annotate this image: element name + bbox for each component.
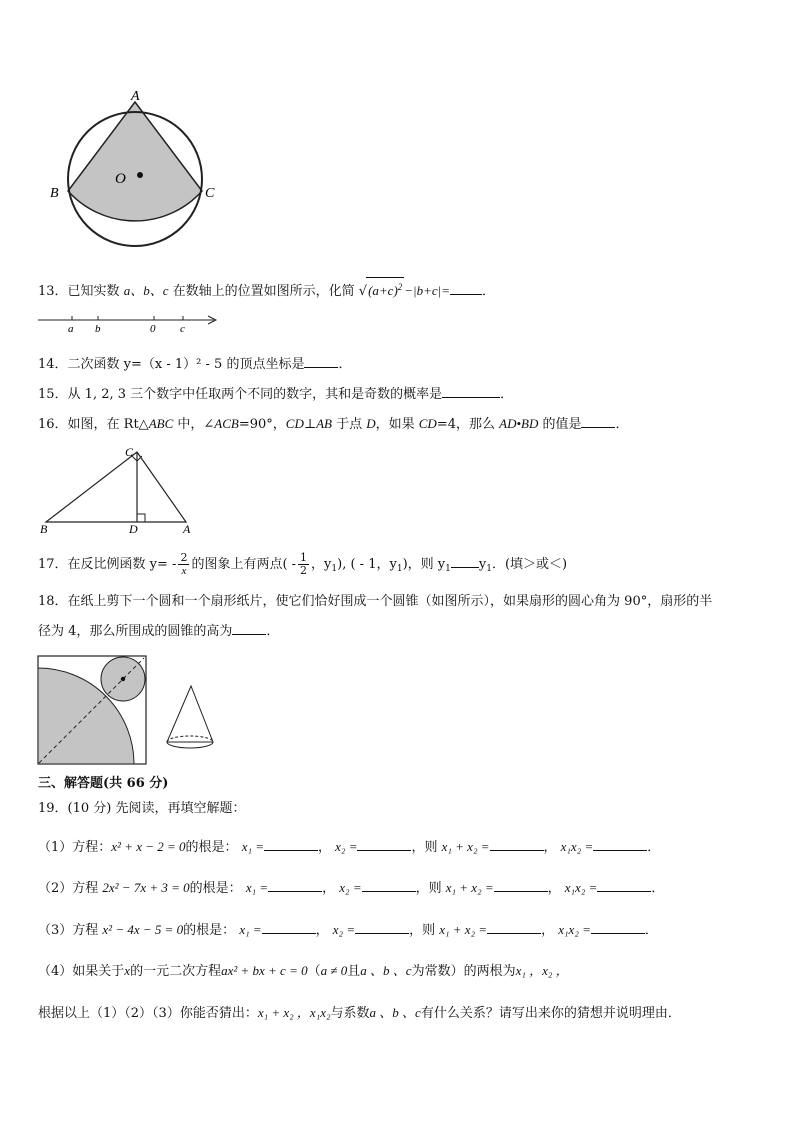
answer-blank (268, 879, 322, 892)
sqrt-sign: √ (358, 284, 368, 299)
axis-label-c: c (180, 323, 185, 335)
answer-blank (494, 879, 548, 892)
answer-blank (357, 838, 411, 851)
label-d: D (129, 522, 138, 535)
q13-text: 已知实数 (67, 284, 120, 299)
question-19-intro: 19．(10 分) 先阅读，再填空解题： (38, 801, 246, 816)
fraction-2-over-x: $\frac{2}{x}$ (180, 551, 188, 577)
label-b: B (50, 186, 59, 201)
q13-text2: 在数轴上的位置如图所示，化简 (172, 284, 355, 299)
q13-number: 13． (38, 284, 68, 299)
q19-row-1: （1）方程：x² + x − 2 = 0的根是： x₁ = ， x₂ = ，则 x₁ + x₂ = ， x₁x₂ = ． (38, 839, 661, 855)
label-b: B (40, 522, 48, 535)
q13-expr-tail: −|b+c|= (404, 283, 451, 298)
answer-blank (451, 555, 479, 568)
cone-body (167, 686, 213, 742)
right-triangle-figure (36, 440, 201, 535)
q13-vars: a、b、c (123, 283, 169, 298)
axis-label-b: b (95, 323, 101, 335)
answer-blank (304, 355, 338, 368)
answer-blank (262, 921, 316, 934)
answer-blank (355, 921, 409, 934)
question-18-line1: 18．在纸上剪下一个圆和一个扇形纸片，使它们恰好围成一个圆锥（如图所示），如果扇形的圆心角为 90°，扇形的半 (38, 594, 713, 609)
question-14: 14．二次函数 y=（x - 1）² - 5 的顶点坐标是 ． (38, 357, 352, 372)
label-o: O (115, 171, 126, 187)
section-3-title: 三、解答题(共 66 分) (38, 776, 169, 791)
answer-blank (487, 921, 541, 934)
answer-blank (232, 622, 266, 635)
answer-blank (581, 415, 615, 428)
answer-blank (593, 838, 647, 851)
question-13: 13．已知实数 a、b、c 在数轴上的位置如图所示，化简 $√(a+c)^2 -|b+c|=$ ． (38, 277, 495, 301)
axis-label-a: a (68, 323, 74, 335)
q19-row-2: （2）方程 2x² − 7x + 3 = 0的根是： x₁ = ， x₂ = ，则 x₁ + x₂ = ， x₁x₂ = ． (38, 880, 665, 896)
answer-blank (591, 921, 645, 934)
question-15: 15．从 1, 2, 3 三个数字中任取两个不同的数字，其和是奇数的概率是 ． (38, 387, 514, 402)
question-18-line2: 径为 4，那么所围成的圆锥的高为 ． (38, 624, 280, 639)
label-c: C (125, 445, 134, 459)
answer-blank (597, 879, 651, 892)
circle-sector-figure (45, 85, 225, 250)
answer-blank (450, 282, 482, 295)
label-c: C (205, 186, 215, 201)
q19-row-3: （3）方程 x² − 4x − 5 = 0的根是： x₁ = ， x₂ = ，则 x₁ + x₂ = ， x₁x₂ = ． (38, 922, 658, 938)
axis-label-0: 0 (150, 323, 156, 335)
center-point (137, 172, 143, 178)
answer-blank (442, 385, 500, 398)
question-16: 16．如图，在 Rt△ABC 中，∠ACB=90°，CD⊥AB 于点 D，如果 CD=4，那么 AD•BD 的值是 ． (38, 416, 629, 432)
answer-blank (264, 838, 318, 851)
label-a: A (131, 89, 140, 104)
q19-row-last: 根据以上（1）（2）（3）你能否猜出：x₁ + x₂ ，x₁x₂与系数a 、b 、c有什么关系？请写出来你的猜想并说明理由． (38, 1005, 681, 1021)
q19-row-4: （4）如果关于x的一元二次方程ax² + bx + c = 0（a ≠ 0且a 、b 、c为常数）的两根为x₁ ，x₂ ， (38, 963, 569, 979)
shaded-sector (68, 102, 202, 221)
answer-blank (362, 879, 416, 892)
answer-blank (490, 838, 544, 851)
sqrt-expression: $(a+c)^2$ (366, 277, 404, 300)
question-17: 17．在反比例函数 y= - $\frac{2}{x}$ 的图象上有两点( - $\frac{1}{2}$ ，$y_1$), ( - 1，$y_1$)，则 $y_1$ $y_1$．(填＞或＜) (38, 551, 568, 577)
cone-net-figure (36, 654, 236, 766)
label-a: A (183, 522, 191, 535)
number-line (36, 310, 221, 335)
fraction-1-over-2: $\frac{1}{2}$ (300, 551, 308, 577)
